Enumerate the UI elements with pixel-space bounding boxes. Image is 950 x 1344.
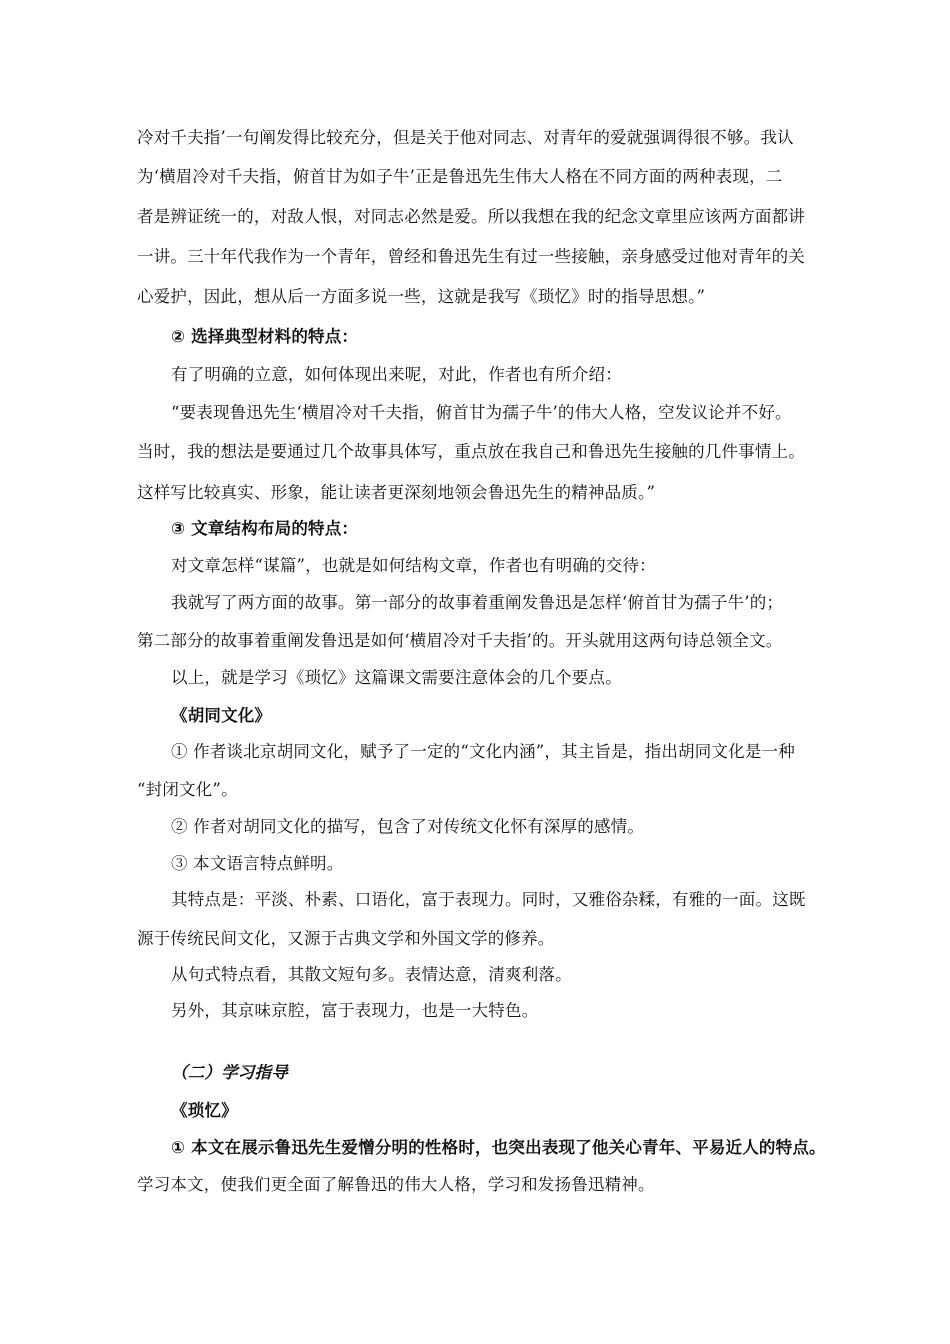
section-heading-structure: ③ 文章结构布局的特点：	[171, 519, 359, 538]
key-point-line: ① 本文在展示鲁迅先生爱憎分明的性格时，也突出表现了他关心青年、平易近人的特点。	[171, 1138, 826, 1157]
subsection-heading-suoyi: 《琐忆》	[171, 1101, 238, 1120]
body-paragraph-line: 冷对千夫指’一句阐发得比较充分，但是关于他对同志、对青年的爱就强调得很不够。我认	[137, 128, 794, 147]
body-paragraph-line: 对文章怎样“谋篇”，也就是如何结构文章，作者也有明确的交待：	[171, 556, 656, 575]
body-paragraph-line: 一讲。三十年代我作为一个青年，曾经和鲁迅先生有过一些接触，亲身感受过他对青年的关	[137, 247, 805, 266]
quote-paragraph-line: 当时，我的想法是要通过几个故事具体写，重点放在我自己和鲁迅先生接触的几件事情上。	[137, 442, 805, 461]
quote-paragraph-line: “要表现鲁迅先生‘横眉冷对千夫指，俯首甘为孺子牛’的伟大人格，空发议论并不好。	[171, 403, 792, 422]
section-heading-typical-materials: ② 选择典型材料的特点：	[171, 327, 359, 346]
body-paragraph-line: 为‘横眉冷对千夫指，俯首甘为如子牛’正是鲁迅先生伟大人格在不同方面的两种表现，二	[137, 167, 783, 186]
body-paragraph-line: 源于传统民间文化，又源于古典文学和外国文学的修养。	[137, 929, 555, 948]
body-paragraph-line: 者是辨证统一的，对敌人恨，对同志必然是爱。所以我想在我的纪念文章里应该两方面都讲	[137, 207, 805, 226]
body-paragraph-line: 以上，就是学习《琐忆》这篇课文需要注意体会的几个要点。	[171, 668, 622, 687]
list-item-line: ② 作者对胡同文化的描写，包含了对传统文化怀有深厚的感情。	[171, 817, 645, 836]
body-paragraph-line: 第二部分的故事着重阐发鲁迅是如何‘横眉冷对千夫指’的。开头就用这两句诗总领全文。	[137, 631, 783, 650]
section-heading-study-guide: （二）学习指导	[171, 1063, 288, 1082]
list-item-line: ① 作者谈北京胡同文化，赋予了一定的“文化内涵”，其主旨是，指出胡同文化是一种	[171, 742, 795, 761]
quote-paragraph-line: 这样写比较真实、形象，能让读者更深刻地领会鲁迅先生的精神品质。”	[137, 483, 656, 502]
body-paragraph-line: 从句式特点看，其散文短句多。表情达意，清爽利落。	[171, 965, 572, 984]
list-item-line: ③ 本文语言特点鲜明。	[171, 854, 344, 873]
body-paragraph-line: 心爱护，因此，想从后一方面多说一些，这就是我写《琐忆》时的指导思想。”	[137, 287, 706, 306]
body-paragraph-line: 另外，其京味京腔，富于表现力，也是一大特色。	[171, 1001, 539, 1020]
body-paragraph-line: 有了明确的立意，如何体现出来呢，对此，作者也有所介绍：	[171, 365, 622, 384]
body-paragraph-line: 学习本文，使我们更全面了解鲁迅的伟大人格，学习和发扬鲁迅精神。	[137, 1175, 655, 1194]
section-heading-hutong-culture: 《胡同文化》	[171, 706, 272, 725]
list-item-line: “封闭文化”。	[137, 780, 238, 799]
body-paragraph-line: 我就写了两方面的故事。第一部分的故事着重阐发鲁迅是怎样‘俯首甘为孺子牛’的；	[171, 593, 784, 612]
body-paragraph-line: 其特点是：平淡、朴素、口语化，富于表现力。同时，又雅俗杂糅，有雅的一面。这既	[171, 890, 806, 909]
